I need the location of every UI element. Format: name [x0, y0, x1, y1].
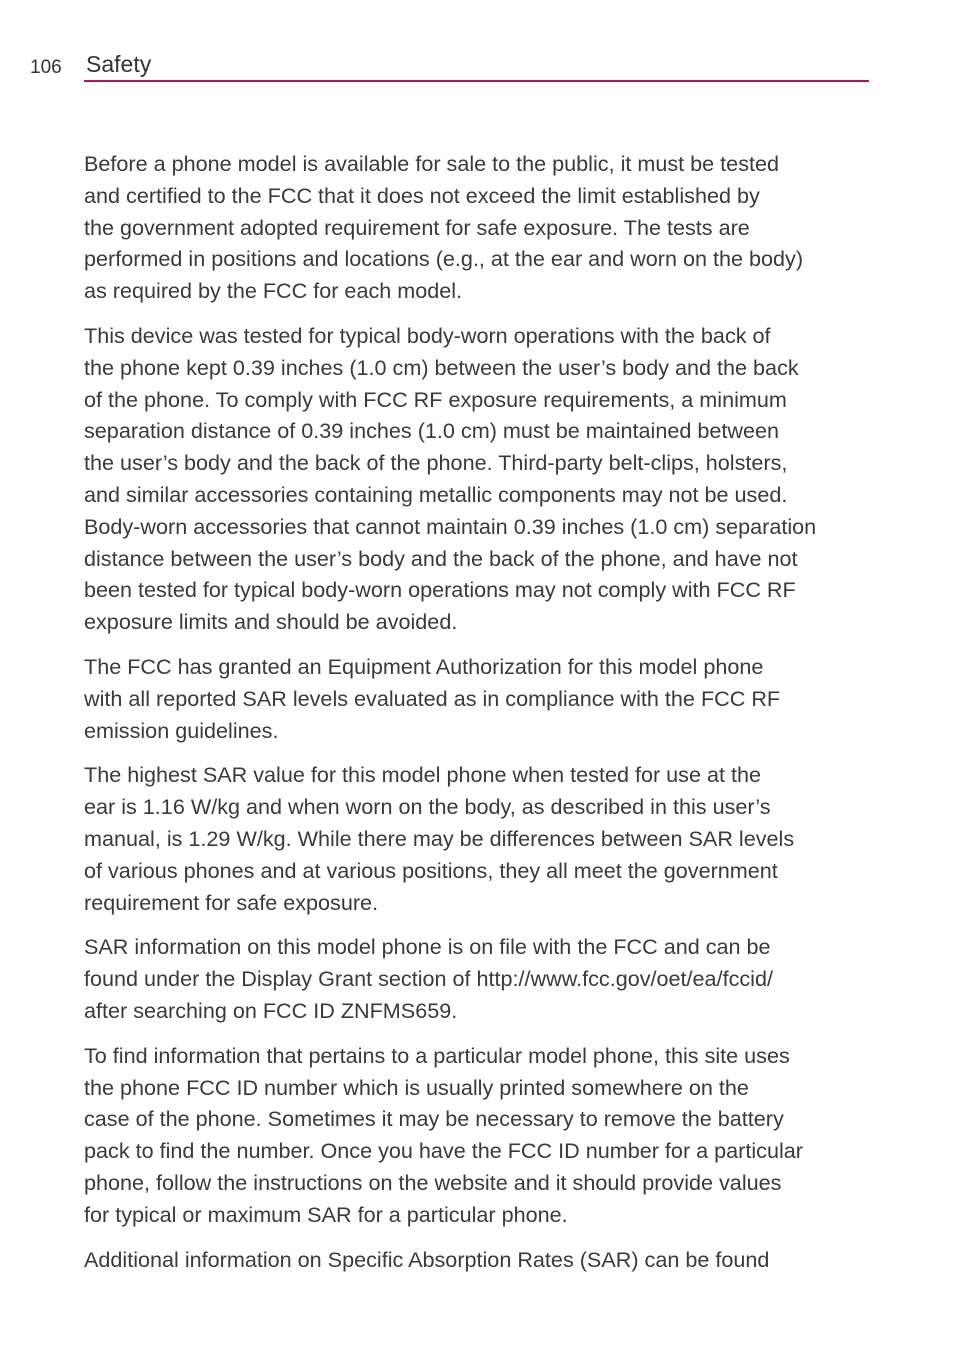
text-line: found under the Display Grant section of http://www.fcc.gov/oet/ea/fccid/ — [84, 966, 773, 992]
text-line: after searching on FCC ID ZNFMS659. — [84, 997, 458, 1023]
body-text — [84, 148, 869, 1288]
header-divider — [84, 80, 869, 82]
paragraph-equipment-authorization — [84, 651, 869, 746]
paragraph-find-fcc-id — [84, 1040, 869, 1231]
text-line: distance between the user’s body and the back of the phone, and have not — [84, 545, 798, 571]
paragraph-body-worn-operation — [84, 320, 869, 638]
text-line: and similar accessories containing metallic components may not be used. — [84, 481, 788, 507]
text-line: been tested for typical body-worn operations may not comply with FCC RF — [84, 577, 796, 603]
text-line: the user’s body and the back of the phone. Third-party belt-clips, holsters, — [84, 450, 788, 476]
text-line: phone, follow the instructions on the website and it should provide values — [84, 1169, 782, 1195]
text-line: the phone FCC ID number which is usually printed somewhere on the — [84, 1074, 749, 1100]
text-line: for typical or maximum SAR for a particular phone. — [84, 1201, 568, 1227]
text-line: To find information that pertains to a particular model phone, this site uses — [84, 1042, 790, 1068]
text-line: The FCC has granted an Equipment Authorization for this model phone — [84, 653, 764, 679]
text-line: Before a phone model is available for sale to the public, it must be tested — [84, 151, 780, 176]
text-line: the government adopted requirement for safe exposure. The tests are — [84, 214, 750, 240]
text-line: ear is 1.16 W/kg and when worn on the body, as described in this user’s — [84, 794, 771, 820]
text-line: and certified to the FCC that it does not exceed the limit established by — [84, 182, 760, 208]
text-line: of the phone. To comply with FCC RF exposure requirements, a minimum — [84, 386, 787, 412]
paragraph-highest-sar-value — [84, 759, 869, 918]
paragraph-fcc-certification — [84, 148, 869, 307]
text-line: exposure limits and should be avoided. — [84, 609, 458, 635]
text-line: emission guidelines. — [84, 717, 279, 743]
paragraph-sar-information — [84, 931, 869, 1026]
text-line: pack to find the number. Once you have the FCC ID number for a particular — [84, 1138, 803, 1164]
text-line: as required by the FCC for each model. — [84, 278, 463, 304]
text-line: with all reported SAR levels evaluated as in compliance with the FCC RF — [84, 685, 781, 711]
text-line: SAR information on this model phone is on file with the FCC and can be — [84, 934, 771, 960]
section-title: Safety — [86, 51, 152, 77]
text-line: Body-worn accessories that cannot maintain 0.39 inches (1.0 cm) separation — [84, 513, 817, 539]
page-number: 106 — [30, 57, 62, 78]
text-line: requirement for safe exposure. — [84, 889, 379, 915]
text-line: the phone kept 0.39 inches (1.0 cm) between the user’s body and the back — [84, 354, 799, 380]
text-line: of various phones and at various positions, they all meet the government — [84, 857, 778, 883]
paragraph-additional-information — [84, 1244, 869, 1276]
text-line: case of the phone. Sometimes it may be necessary to remove the battery — [84, 1106, 784, 1132]
text-line: separation distance of 0.39 inches (1.0 cm) must be maintained between — [84, 418, 779, 444]
text-line: Additional information on Specific Absorption Rates (SAR) can be found — [84, 1246, 770, 1272]
text-line: manual, is 1.29 W/kg. While there may be differences between SAR levels — [84, 825, 795, 851]
text-line: performed in positions and locations (e.g., at the ear and worn on the body) — [84, 246, 804, 272]
text-line: This device was tested for typical body-worn operations with the back of — [84, 322, 771, 348]
text-line: The highest SAR value for this model phone when tested for use at the — [84, 762, 762, 788]
